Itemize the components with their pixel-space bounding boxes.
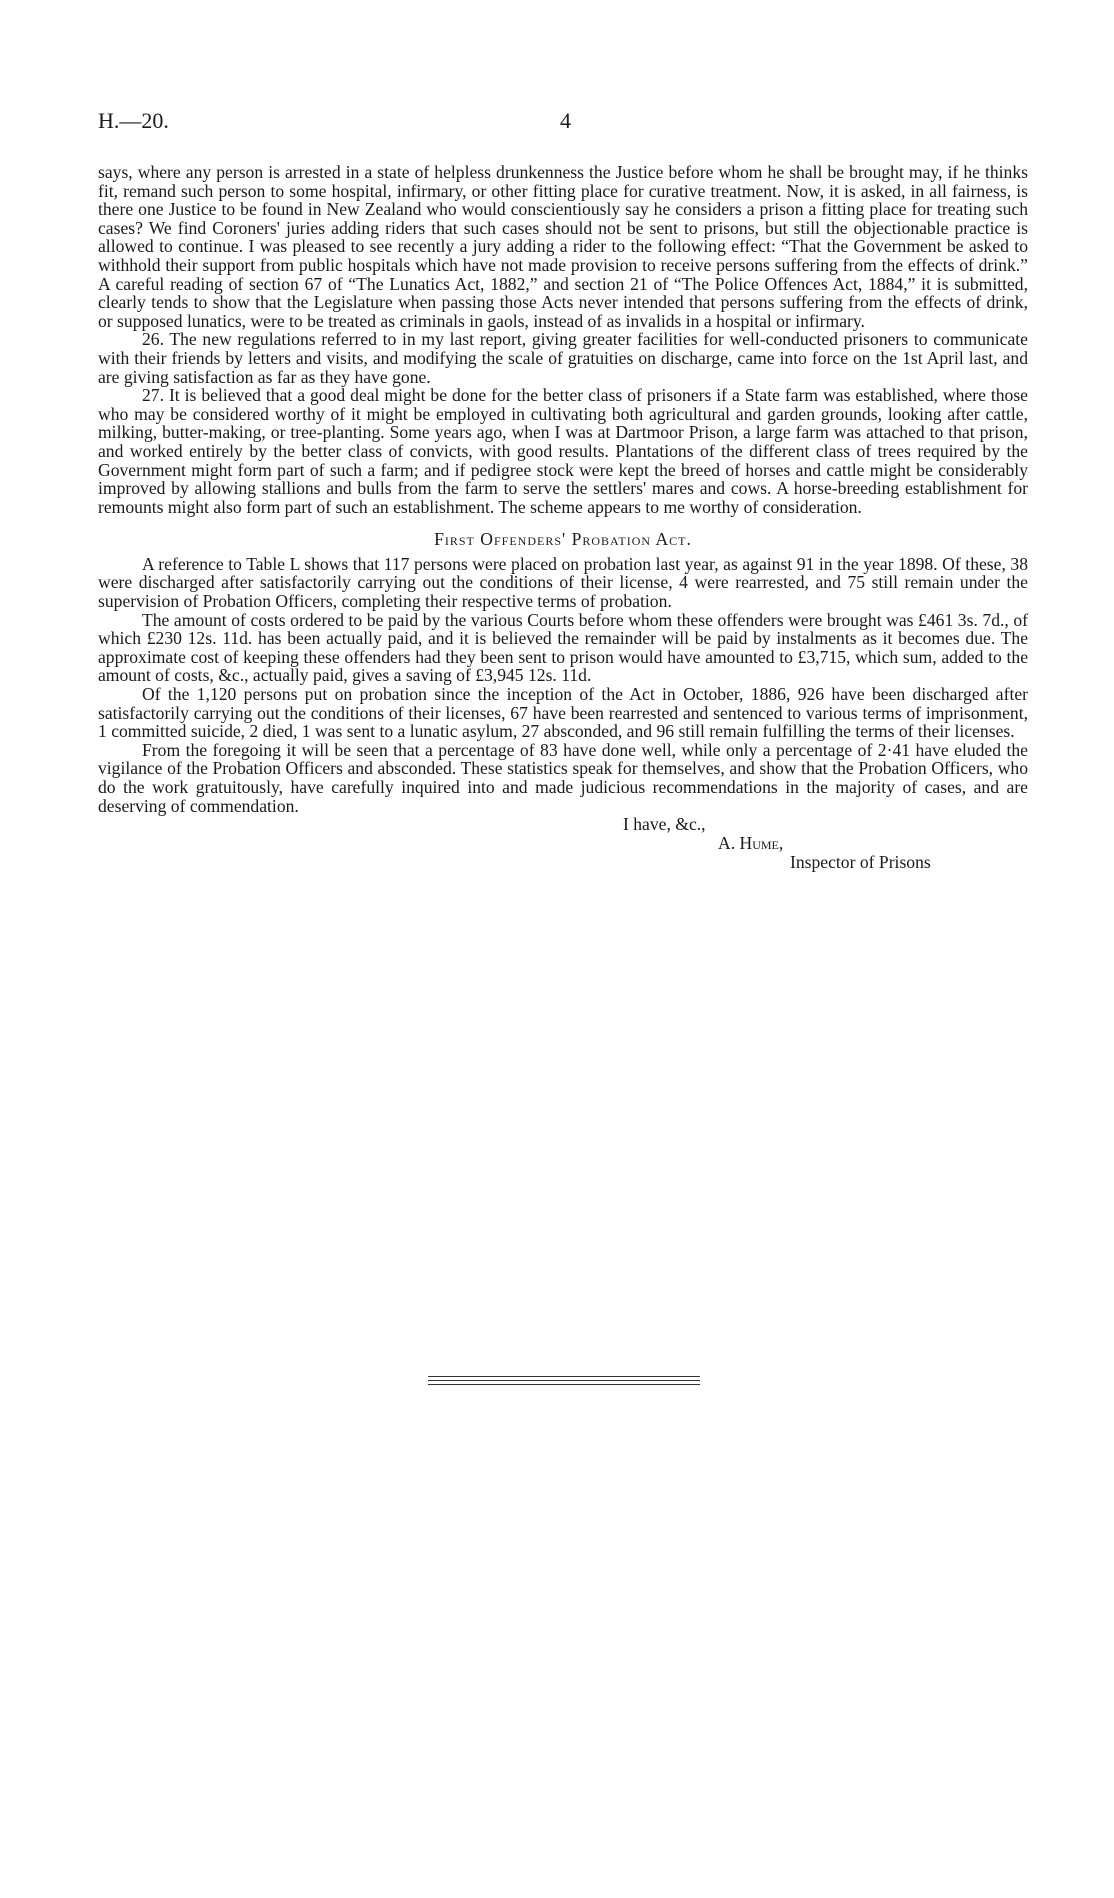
paragraph-27: 27. It is believed that a good deal might be done for the better class of prisoners if a State farm was established, where those who may be considered worthy of it might be employed in cultivating both agricultural and garden grounds, looking after cattle, milking, butter-making, or tree-planting. Some years ago, when I was at Dartmoor Prison, a large farm was attached to that prison, and worked entirely by the better class of convicts, with good results. Plantations of the different class of trees required by the Government might form part of such a farm; and if pedigree stock were kept the breed of horses and cattle might be considerably improved by allowing stallions and bulls from the farm to serve the settlers' mares and cows. A horse-breeding establishment for remounts might also form part of such an establishment. The scheme appears to me worthy of consideration. — [98, 385, 1028, 517]
probation-paragraph-2: The amount of costs ordered to be paid by the various Courts before whom these offenders were brought was £461 3s. 7d., of which £230 12s. 11d. has been actually paid, and it is believed the remainder will be paid by instalments as it becomes due. The approximate cost of keeping these offenders had they been sent to prison would have amounted to £3,715, which sum, added to the amount of costs, &c., actually paid, gives a saving of £3,945 12s. 11d. — [98, 609, 1028, 686]
probation-paragraph-1: A reference to Table L shows that 117 persons were placed on probation last year, as against 91 in the year 1898. Of these, 38 were discharged after satisfactorily carrying out the conditions of their license, 4 were rearrested, and 75 still remain under the supervision of Probation Officers, completing their respective terms of probation. — [98, 553, 1028, 612]
valediction: I have, &c., — [623, 814, 706, 835]
closing-rule-top — [428, 1376, 700, 1377]
section-heading: First Offenders' Probation Act. — [434, 529, 692, 550]
signatory-title: Inspector of Prisons — [790, 852, 931, 873]
signatory-name: A. Hume, — [718, 833, 784, 854]
closing-rule-middle — [428, 1380, 700, 1381]
document-reference: H.—20. — [98, 108, 169, 133]
document-body — [98, 163, 1028, 915]
page-header — [98, 108, 1028, 138]
probation-paragraph-4: From the foregoing it will be seen that a percentage of 83 have done well, while only a percentage of 2·41 have eluded the vigilance of the Probation Officers and absconded. These statistics speak for themselves, and show that the Probation Officers, who do the work gratuitously, have carefully inquired into and made judicious recommendations in the majority of cases, and are deserving of commendation. — [98, 739, 1028, 816]
closing-rule-bottom — [428, 1384, 700, 1385]
signature-block — [98, 815, 1028, 915]
page-number: 4 — [560, 108, 571, 133]
paragraph-26: 26. The new regulations referred to in my last report, giving greater facilities for well-conducted prisoners to communicate with their friends by letters and visits, and modifying the scale of gratuities on discharge, came into force on the 1st April last, and are giving satisfaction as far as they have gone. — [98, 329, 1028, 387]
probation-paragraph-3: Of the 1,120 persons put on probation since the inception of the Act in October, 1886, 926 have been discharged after satisfactorily carrying out the conditions of their licenses, 67 have been rearrested and sentenced to various terms of imprisonment, 1 committed suicide, 2 died, 1 was sent to a lunatic asylum, 27 absconded, and 96 still remain fulfilling the terms of their licenses. — [98, 684, 1028, 742]
paragraph-continued: says, where any person is arrested in a state of helpless drunkenness the Justice before whom he shall be brought may, if he thinks fit, remand such person to some hospital, infirmary, or other fitting place for curative treatment. Now, it is asked, in all fairness, is there one Justice to be found in New Zealand who would conscientiously say he considers a prison a fitting place for treating such cases? We find Coroners' juries adding riders that such cases should not be sent to prisons, but still the objectionable practice is allowed to continue. I was pleased to see recently a jury adding a rider to the following effect: “That the Government be asked to withhold their support from public hospitals which have not made provision to receive persons suffering from the effects of drink.” A careful reading of section 67 of “The Lunatics Act, 1882,” and section 21 of “The Police Offences Act, 1884,” it is submitted, clearly tends to show that the Legislature when passing those Acts never intended that persons suffering from the effects of drink, or supposed lunatics, were to be treated as criminals in gaols, instead of as invalids in a hospital or infirmary. — [98, 162, 1028, 331]
